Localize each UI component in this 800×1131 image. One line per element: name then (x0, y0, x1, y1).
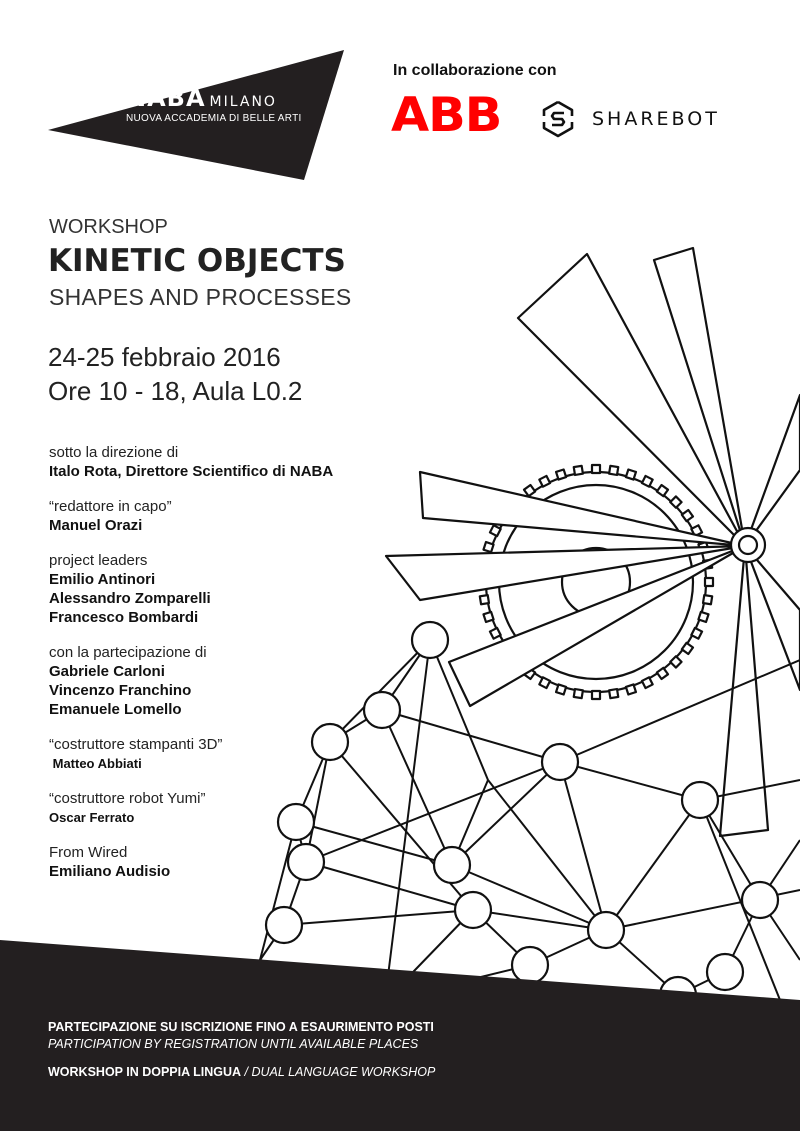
gear-tooth (609, 466, 618, 475)
gear-tooth (642, 677, 653, 688)
gear-tooth (556, 469, 566, 479)
event-category: WORKSHOP (49, 216, 168, 238)
event-subtitle: SHAPES AND PROCESSES (49, 284, 352, 310)
credit-wired (49, 843, 469, 881)
gear-tooth (626, 469, 636, 479)
credit-name: Manuel Orazi (49, 517, 143, 534)
logo-city-text: MILANO (209, 94, 277, 110)
credit-label: “costruttore stampanti 3D” (49, 736, 223, 753)
credit-name: Emiliano Audisio (49, 863, 171, 880)
credit-name: Alessandro Zomparelli (49, 590, 211, 607)
gear-tooth (705, 578, 713, 586)
credit-3d-printer (49, 735, 469, 773)
gear-tooth (490, 628, 501, 639)
credit-label: con la partecipazione di (49, 644, 207, 661)
naba-logo[interactable] (126, 84, 302, 124)
credit-robot (49, 789, 469, 827)
collaboration-label: In collaborazione con (393, 62, 557, 79)
registration-notice: PARTECIPAZIONE SU ISCRIZIONE FINO A ESAURIMENTO POSTI (48, 1020, 434, 1034)
registration-notice-en: PARTICIPATION BY REGISTRATION UNTIL AVAILABLE PLACES (48, 1037, 419, 1051)
gear-tooth (539, 677, 550, 688)
language-notice (48, 1064, 435, 1081)
event-title: KINETIC OBJECTS (48, 243, 346, 279)
gear-tooth (574, 689, 583, 698)
credit-label: sotto la direzione di (49, 444, 179, 461)
gear-tooth (483, 542, 493, 552)
gear-tooth (483, 612, 493, 622)
credit-name: Matteo Abbiati (49, 756, 142, 771)
language-notice-it: WORKSHOP IN DOPPIA LINGUA (48, 1065, 242, 1079)
credit-project-leaders (49, 551, 469, 627)
event-time-place: Ore 10 - 18, Aula L0.2 (48, 376, 303, 406)
sharebot-icon (540, 99, 576, 139)
event-date: 24-25 febbraio 2016 (48, 342, 281, 372)
gear-tooth (691, 628, 702, 639)
credit-editor (49, 497, 469, 535)
sharebot-logo-text[interactable]: SHAREBOT (592, 108, 720, 130)
abb-logo[interactable]: ABB (391, 88, 502, 143)
language-notice-en: / DUAL LANGUAGE WORKSHOP (241, 1065, 436, 1079)
gear-tooth (480, 595, 489, 604)
credit-name: Vincenzo Franchino (49, 682, 192, 699)
credit-name: Italo Rota, Direttore Scientifico di NABA (49, 463, 334, 480)
gear-tooth (698, 612, 708, 622)
logo-subtitle: NUOVA ACCADEMIA DI BELLE ARTI (126, 113, 302, 124)
gear-tooth (703, 595, 712, 604)
credit-direction (49, 443, 469, 481)
credit-name: Emilio Antinori (49, 571, 156, 588)
credit-name: Oscar Ferrato (49, 810, 135, 825)
credit-name: Francesco Bombardi (49, 609, 199, 626)
gear-tooth (592, 691, 600, 699)
gear-tooth (556, 684, 566, 694)
gear-tooth (574, 466, 583, 475)
gear-tooth (539, 476, 550, 487)
footer-info (48, 1019, 435, 1081)
credit-label: project leaders (49, 552, 148, 569)
credit-label: From Wired (49, 844, 128, 861)
credit-name: Emanuele Lomello (49, 701, 182, 718)
gear-tooth (592, 465, 600, 473)
gear-tooth (626, 684, 636, 694)
credits-list (49, 443, 469, 897)
gear-tooth (609, 689, 618, 698)
credit-participants (49, 643, 469, 719)
credit-label: “redattore in capo” (49, 498, 172, 515)
gear-tooth (490, 525, 501, 536)
logo-naba-text: NABA (126, 84, 206, 112)
credit-name: Gabriele Carloni (49, 663, 165, 680)
gear-tooth (642, 476, 653, 487)
credit-label: “costruttore robot Yumi” (49, 790, 206, 807)
